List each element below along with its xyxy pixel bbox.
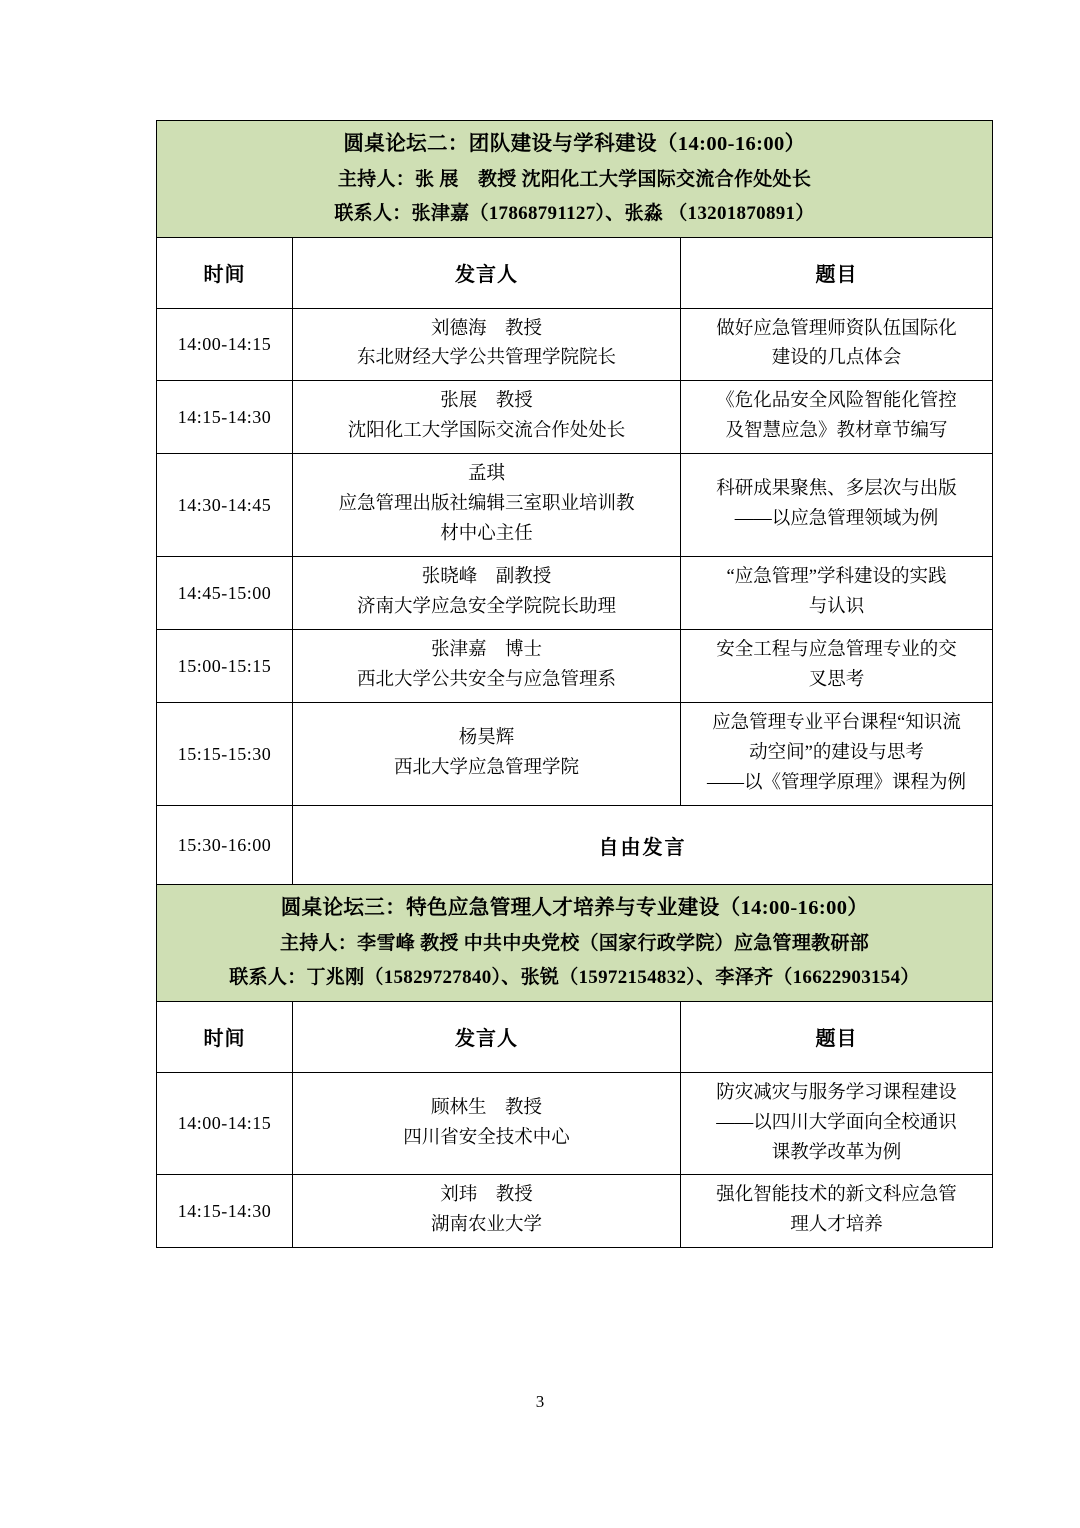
row-topic [681, 381, 993, 454]
table-row [157, 308, 993, 381]
page-number: 3 [535, 1392, 545, 1411]
row-time: 14:30-14:45 [157, 454, 293, 557]
speaker-line: 孟琪 [467, 464, 505, 485]
table-row [157, 1175, 993, 1248]
row-speaker [293, 557, 681, 630]
row-topic [681, 1175, 993, 1248]
speaker-line: 应急管理出版社编辑三室职业培训教 [338, 494, 635, 515]
forum3-schedule-table [156, 884, 993, 1248]
row-topic [681, 1072, 993, 1175]
forum3-title: 圆桌论坛三：特色应急管理人才培养与专业建设（14:00-16:00） [280, 897, 869, 920]
topic-line: 安全工程与应急管理专业的交 [716, 640, 957, 661]
forum3-header-topic: 题目 [681, 1001, 993, 1072]
topic-line: 与认识 [808, 597, 865, 618]
forum3-header-row [157, 1001, 993, 1072]
topic-line: ——以应急管理领域为例 [734, 509, 939, 530]
topic-line: 防灾减灾与服务学习课程建设 [716, 1082, 957, 1103]
row-time: 15:30-16:00 [157, 806, 293, 885]
row-time: 14:15-14:30 [157, 1175, 293, 1248]
table-row [157, 454, 993, 557]
row-time: 14:00-14:15 [157, 1072, 293, 1175]
document-body [156, 120, 992, 1248]
row-speaker [293, 630, 681, 703]
speaker-line: 张展 教授 [440, 391, 533, 412]
table-row [157, 1072, 993, 1175]
forum2-contact: 联系人：张津嘉（17868791127）、张淼 （13201870891） [334, 202, 815, 224]
speaker-line: 刘德海 教授 [430, 318, 542, 339]
forum2-title: 圆桌论坛二：团队建设与学科建设（14:00-16:00） [343, 133, 806, 155]
forum3-contact: 联系人：丁兆刚（15829727840）、张锐（15972154832）、李泽齐（16622903154） [229, 966, 920, 988]
topic-line: 应急管理专业平台课程“知识流 [712, 713, 961, 734]
forum2-schedule-table [156, 120, 993, 885]
speaker-line: 刘玮 教授 [440, 1185, 533, 1206]
row-topic [681, 630, 993, 703]
speaker-line: 杨昊辉 [458, 728, 515, 749]
topic-line: ——以四川大学面向全校通识 [716, 1112, 957, 1133]
topic-line: 及智慧应急》教材章节编写 [725, 421, 948, 442]
topic-line: 强化智能技术的新文科应急管 [716, 1185, 957, 1206]
speaker-line: 张津嘉 博士 [430, 640, 542, 661]
row-time: 14:45-15:00 [157, 557, 293, 630]
forum2-header-row [157, 237, 993, 308]
topic-line: 理人才培养 [790, 1215, 883, 1236]
row-time: 15:00-15:15 [157, 630, 293, 703]
table-row [157, 381, 993, 454]
row-speaker [293, 381, 681, 454]
row-topic [681, 308, 993, 381]
topic-line: 《危化品安全风险智能化管控 [716, 391, 957, 412]
speaker-line: 湖南农业大学 [430, 1215, 542, 1236]
forum3-banner-cell [157, 885, 993, 1002]
topic-line: 建设的几点体会 [771, 348, 902, 369]
speaker-line: 四川省安全技术中心 [403, 1127, 570, 1148]
topic-line: ——以《管理学原理》课程为例 [706, 773, 966, 794]
forum3-host: 主持人：李雪峰 教授 中共中央党校（国家行政学院）应急管理教研部 [279, 932, 870, 954]
row-time: 14:00-14:15 [157, 308, 293, 381]
forum2-header-time: 时间 [157, 237, 293, 308]
row-speaker [293, 454, 681, 557]
topic-line: 叉思考 [808, 670, 865, 691]
speaker-line: 济南大学应急安全学院院长助理 [356, 597, 616, 618]
row-topic [681, 703, 993, 806]
topic-line: 动空间”的建设与思考 [749, 743, 924, 764]
speaker-line: 西北大学公共安全与应急管理系 [356, 670, 616, 691]
speaker-line: 沈阳化工大学国际交流合作处处长 [347, 421, 626, 442]
row-topic [681, 557, 993, 630]
table-row [157, 703, 993, 806]
speaker-line: 西北大学应急管理学院 [393, 758, 579, 779]
speaker-line: 东北财经大学公共管理学院院长 [356, 348, 616, 369]
forum2-host: 主持人：张 展 教授 沈阳化工大学国际交流合作处处长 [337, 168, 812, 190]
forum2-header-topic: 题目 [681, 237, 993, 308]
forum2-header-speaker: 发言人 [293, 237, 681, 308]
topic-line: 科研成果聚焦、多层次与出版 [716, 479, 957, 500]
row-topic [681, 454, 993, 557]
row-speaker [293, 308, 681, 381]
forum3-header-time: 时间 [157, 1001, 293, 1072]
row-time: 14:15-14:30 [157, 381, 293, 454]
table-row [157, 630, 993, 703]
table-row [157, 557, 993, 630]
row-speaker [293, 1175, 681, 1248]
forum2-free-speech-row [157, 806, 993, 885]
speaker-line: 张晓峰 副教授 [421, 567, 552, 588]
speaker-line: 顾林生 教授 [430, 1097, 542, 1118]
topic-line: 做好应急管理师资队伍国际化 [716, 318, 957, 339]
row-speaker [293, 703, 681, 806]
row-time: 15:15-15:30 [157, 703, 293, 806]
topic-line: “应急管理”学科建设的实践 [726, 567, 947, 588]
forum2-banner-row [157, 121, 993, 238]
topic-line: 课教学改革为例 [771, 1142, 902, 1163]
forum3-header-speaker: 发言人 [293, 1001, 681, 1072]
forum2-banner-cell [157, 121, 993, 238]
row-speaker [293, 1072, 681, 1175]
speaker-line: 材中心主任 [440, 524, 533, 545]
free-speech-label: 自由发言 [293, 806, 993, 885]
forum3-banner-row [157, 885, 993, 1002]
